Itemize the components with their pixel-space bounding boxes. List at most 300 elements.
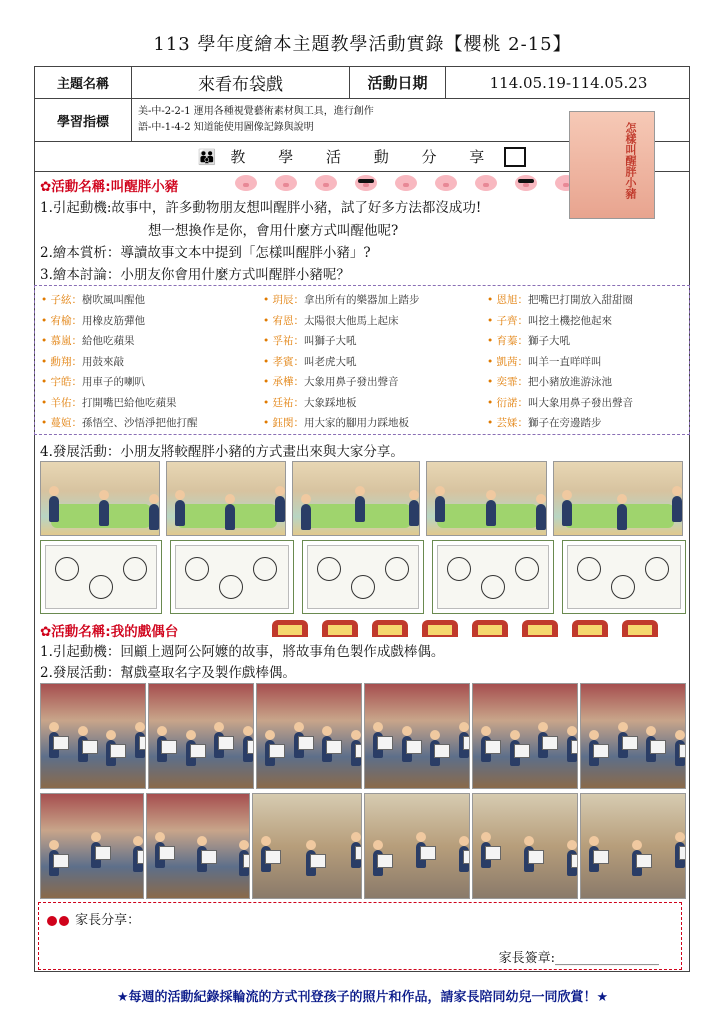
pig-icon bbox=[275, 175, 297, 191]
people-icon: 👪 bbox=[197, 147, 217, 166]
answer-text: 叫大象用鼻子發出聲音 bbox=[528, 396, 634, 409]
indicator-line: 語-中-1-4-2 知道能使用圖像記錄與說明 bbox=[138, 122, 314, 133]
sketch-figure bbox=[89, 575, 113, 599]
child-drawing bbox=[562, 540, 686, 614]
bullet-icon: • bbox=[487, 396, 497, 409]
section-title: 教 學 活 動 分 享 bbox=[230, 148, 499, 166]
child-figure bbox=[617, 504, 627, 530]
child-figure-head bbox=[589, 836, 599, 846]
answer-text: 叫羊一直咩咩叫 bbox=[528, 355, 602, 368]
sketch-figure bbox=[645, 557, 669, 581]
answer-child-name: 育蓁 bbox=[496, 335, 518, 347]
separator: ： bbox=[517, 417, 529, 429]
activity1-line4: 4.發展活動：小朋友將較醒胖小豬的方式畫出來與大家分享。 bbox=[40, 444, 404, 460]
frame-icon bbox=[504, 147, 526, 167]
bullet-icon: • bbox=[263, 294, 273, 306]
topic-value: 來看布袋戲 bbox=[131, 67, 349, 98]
puppet-card bbox=[53, 854, 69, 868]
child-figure-head bbox=[265, 730, 275, 740]
sketch-figure bbox=[447, 557, 471, 581]
answer-item bbox=[41, 313, 145, 328]
child-figure-head bbox=[459, 722, 469, 732]
child-figure-head bbox=[175, 490, 185, 500]
answer-item bbox=[41, 395, 177, 410]
bullet-icon: • bbox=[41, 396, 51, 409]
answer-child-name: 子絃 bbox=[50, 294, 72, 306]
bullet-icon: • bbox=[41, 294, 51, 306]
cherry-icon bbox=[59, 916, 69, 926]
answer-child-name: 奕霏 bbox=[496, 376, 518, 388]
bullet-icon: • bbox=[263, 335, 273, 347]
separator: ： bbox=[517, 355, 529, 368]
answer-text: 叫老虎大吼 bbox=[304, 355, 357, 368]
puppet-card bbox=[53, 736, 69, 750]
separator: ： bbox=[71, 335, 83, 347]
child-figure-head bbox=[275, 486, 285, 496]
answer-child-name: 廷祐 bbox=[272, 396, 294, 409]
puppet-making-photo bbox=[472, 793, 578, 899]
answer-item bbox=[263, 354, 357, 369]
bullet-icon: • bbox=[41, 417, 51, 429]
indicator-line: 美-中-2-2-1 運用各種視覺藝術素材與工具，進行創作 bbox=[138, 106, 374, 117]
child-figure-head bbox=[306, 840, 316, 850]
child-figure bbox=[486, 500, 496, 526]
activity1-line2: 2.繪本賞析：導讀故事文本中提到「怎樣叫醒胖小豬」? bbox=[40, 245, 371, 261]
separator: ： bbox=[71, 396, 83, 409]
indicators-label: 學習指標 bbox=[56, 114, 109, 130]
bullet-icon: • bbox=[487, 355, 497, 368]
child-figure-head bbox=[186, 730, 196, 740]
separator: ： bbox=[293, 314, 305, 327]
child-figure-head bbox=[402, 726, 412, 736]
child-figure bbox=[301, 504, 311, 530]
page-title: 113 學年度繪本主題教學活動實錄【櫻桃 2-15】 bbox=[153, 34, 572, 55]
puppet-card bbox=[622, 736, 638, 750]
separator: ： bbox=[71, 417, 83, 429]
puppet-card bbox=[159, 846, 175, 860]
bullet-icon: • bbox=[41, 355, 51, 368]
child-figure-head bbox=[416, 832, 426, 842]
puppet-card bbox=[190, 744, 206, 758]
puppet-card bbox=[485, 846, 501, 860]
answer-text: 獅子大吼 bbox=[528, 335, 571, 347]
answer-text: 給他吃蘋果 bbox=[82, 335, 135, 347]
child-figure-head bbox=[294, 722, 304, 732]
theater-icon bbox=[572, 620, 608, 637]
bullet-icon: • bbox=[41, 376, 51, 388]
puppet-card bbox=[110, 744, 126, 758]
separator: ： bbox=[293, 396, 305, 409]
bullet-icon: • bbox=[41, 314, 51, 327]
puppet-card bbox=[298, 736, 314, 750]
puppet-card bbox=[514, 744, 530, 758]
puppet-card bbox=[679, 744, 686, 758]
answer-text: 叫獅子大吼 bbox=[304, 335, 357, 347]
answer-item bbox=[263, 374, 399, 389]
separator: ： bbox=[293, 355, 305, 368]
child-figure-head bbox=[49, 722, 59, 732]
child-figure bbox=[175, 500, 185, 526]
theater-icon bbox=[522, 620, 558, 637]
child-figure bbox=[99, 500, 109, 526]
parent-share-label: 家長分享： bbox=[75, 913, 141, 928]
separator: ： bbox=[293, 417, 305, 429]
child-figure-head bbox=[675, 832, 685, 842]
puppet-card bbox=[355, 744, 362, 758]
child-drawing bbox=[432, 540, 554, 614]
answer-item bbox=[487, 395, 633, 410]
parent-share-box bbox=[38, 902, 682, 970]
puppet-card bbox=[593, 850, 609, 864]
separator: ： bbox=[293, 294, 305, 306]
separator: ： bbox=[517, 376, 529, 388]
sketch-figure bbox=[219, 575, 243, 599]
answer-child-name: 羊佑 bbox=[50, 396, 72, 409]
bullet-icon: • bbox=[263, 417, 273, 429]
puppet-card bbox=[95, 846, 111, 860]
answer-item bbox=[263, 292, 420, 307]
puppet-card bbox=[82, 740, 98, 754]
activity1-line1b: 想一想換作是你，會用什麼方式叫醒他呢? bbox=[148, 223, 399, 239]
puppet-making-photo bbox=[364, 793, 470, 899]
answer-item bbox=[487, 374, 612, 389]
puppet-show-photo bbox=[148, 683, 254, 789]
sketch-figure bbox=[317, 557, 341, 581]
sketch-figure bbox=[351, 575, 375, 599]
answer-text: 拿出所有的樂器加上踏步 bbox=[304, 294, 420, 306]
puppet-show-photo bbox=[256, 683, 362, 789]
answer-item bbox=[41, 374, 145, 389]
theater-icon bbox=[422, 620, 458, 637]
answer-text: 把小豬放進游泳池 bbox=[528, 376, 613, 388]
sketch-figure bbox=[515, 557, 539, 581]
child-figure bbox=[275, 496, 285, 522]
pig-sunglasses-icon bbox=[515, 175, 537, 191]
separator: ： bbox=[71, 355, 83, 368]
child-figure-head bbox=[49, 840, 59, 850]
puppet-card bbox=[463, 736, 470, 750]
puppet-card bbox=[406, 740, 422, 754]
child-figure-head bbox=[225, 494, 235, 504]
answer-text: 打開嘴巴給他吃蘋果 bbox=[82, 396, 177, 409]
puppet-card bbox=[542, 736, 558, 750]
child-figure-head bbox=[99, 490, 109, 500]
bullet-icon: • bbox=[41, 335, 51, 347]
answer-child-name: 勳翔 bbox=[50, 355, 72, 368]
header-row bbox=[35, 67, 689, 99]
puppet-card bbox=[326, 740, 342, 754]
answer-item bbox=[487, 313, 612, 328]
child-figure-head bbox=[301, 494, 311, 504]
puppet-show-photo bbox=[40, 683, 146, 789]
bullet-icon: • bbox=[487, 294, 497, 306]
answer-item bbox=[487, 292, 633, 307]
classroom-photo bbox=[292, 461, 420, 536]
sketch-figure bbox=[185, 557, 209, 581]
bullet-icon: • bbox=[487, 376, 497, 388]
answer-text: 用車子的喇叭 bbox=[82, 376, 146, 388]
answer-child-name: 鈺閔 bbox=[272, 417, 294, 429]
puppet-card bbox=[355, 846, 362, 860]
child-figure bbox=[536, 504, 546, 530]
puppet-card bbox=[139, 736, 146, 750]
child-figure-head bbox=[157, 726, 167, 736]
puppet-making-photo bbox=[40, 793, 144, 899]
date-value: 114.05.19-114.05.23 bbox=[445, 67, 691, 98]
answer-child-name: 宥恩 bbox=[272, 314, 294, 327]
child-figure-head bbox=[243, 726, 253, 736]
child-figure-head bbox=[481, 726, 491, 736]
child-drawing bbox=[170, 540, 294, 614]
answer-text: 孫悟空、沙悟淨把他打醒 bbox=[82, 417, 198, 429]
answer-child-name: 蔓媗 bbox=[50, 417, 72, 429]
answer-item bbox=[41, 415, 198, 430]
child-figure bbox=[49, 496, 59, 522]
theater-icon bbox=[472, 620, 508, 637]
sketch-figure bbox=[55, 557, 79, 581]
child-figure-head bbox=[567, 840, 577, 850]
puppet-card bbox=[137, 850, 144, 864]
answer-item bbox=[41, 333, 135, 348]
bullet-icon: • bbox=[263, 314, 273, 327]
child-figure-head bbox=[459, 836, 469, 846]
child-figure-head bbox=[91, 832, 101, 842]
child-figure-head bbox=[214, 722, 224, 732]
puppet-show-photo bbox=[580, 683, 686, 789]
bullet-icon: • bbox=[487, 335, 497, 347]
answer-text: 獅子在旁邊踏步 bbox=[528, 417, 602, 429]
puppet-card bbox=[463, 850, 470, 864]
pig-icon bbox=[395, 175, 417, 191]
child-figure bbox=[409, 500, 419, 526]
book-title: 怎樣叫醒胖小豬 bbox=[624, 122, 637, 199]
puppet-card bbox=[571, 740, 578, 754]
child-figure-head bbox=[672, 486, 682, 496]
activity2-name: ✿活動名稱:我的戲偶台 bbox=[40, 624, 179, 640]
pig-icon bbox=[475, 175, 497, 191]
bullet-icon: • bbox=[263, 376, 273, 388]
child-figure-head bbox=[510, 730, 520, 740]
child-figure-head bbox=[322, 726, 332, 736]
child-figure-head bbox=[646, 726, 656, 736]
child-figure-head bbox=[486, 490, 496, 500]
answer-child-name: 承樺 bbox=[272, 376, 294, 388]
separator: ： bbox=[293, 335, 305, 347]
answer-child-name: 玥辰 bbox=[272, 294, 294, 306]
child-figure bbox=[225, 504, 235, 530]
activity1-line3: 3.繪本討論：小朋友你會用什麼方式叫醒胖小豬呢？ bbox=[40, 267, 350, 283]
answer-child-name: 孝賓 bbox=[272, 355, 294, 368]
child-figure-head bbox=[409, 490, 419, 500]
child-figure-head bbox=[538, 722, 548, 732]
parent-sign-field[interactable]: 家長簽章:________________ bbox=[498, 951, 659, 966]
child-figure-head bbox=[239, 840, 249, 850]
child-figure-head bbox=[562, 490, 572, 500]
puppet-card bbox=[269, 744, 285, 758]
puppet-making-photo bbox=[146, 793, 250, 899]
answer-text: 樹吹風叫醒他 bbox=[82, 294, 146, 306]
separator: ： bbox=[517, 294, 529, 306]
topic-label: 主題名稱 bbox=[56, 77, 109, 92]
sketch-figure bbox=[123, 557, 147, 581]
theater-row bbox=[265, 620, 665, 637]
answer-item bbox=[263, 313, 399, 328]
child-figure-head bbox=[261, 836, 271, 846]
answer-child-name: 宥榆 bbox=[50, 314, 72, 327]
answer-child-name: 恩旭 bbox=[496, 294, 518, 306]
classroom-photo bbox=[553, 461, 683, 536]
child-figure-head bbox=[106, 730, 116, 740]
child-drawing bbox=[40, 540, 162, 614]
puppet-card bbox=[593, 744, 609, 758]
answer-text: 大象用鼻子發出聲音 bbox=[304, 376, 399, 388]
child-figure-head bbox=[435, 486, 445, 496]
child-figure-head bbox=[355, 486, 365, 496]
puppet-card bbox=[636, 854, 652, 868]
child-figure bbox=[435, 496, 445, 522]
puppet-card bbox=[218, 736, 234, 750]
answer-item bbox=[487, 415, 602, 430]
answer-child-name: 慕嵐 bbox=[50, 335, 72, 347]
footer-note: ★每週的活動紀錄採輪流的方式刊登孩子的照片和作品，請家長陪同幼兒一同欣賞！★ bbox=[116, 990, 609, 1005]
answer-item bbox=[263, 333, 357, 348]
puppet-card bbox=[243, 854, 250, 868]
child-figure-head bbox=[430, 730, 440, 740]
pig-sunglasses-icon bbox=[355, 175, 377, 191]
activity1-name: ✿活動名稱:叫醒胖小豬 bbox=[40, 179, 179, 195]
puppet-card bbox=[571, 854, 578, 868]
child-figure-head bbox=[49, 486, 59, 496]
theater-icon bbox=[322, 620, 358, 637]
answer-item bbox=[263, 395, 357, 410]
answer-child-name: 芸媃 bbox=[496, 417, 518, 429]
child-figure bbox=[672, 496, 682, 522]
child-figure-head bbox=[78, 726, 88, 736]
answer-item bbox=[41, 354, 124, 369]
classroom-photo bbox=[40, 461, 160, 536]
answer-text: 叫挖土機挖他起來 bbox=[528, 314, 613, 327]
puppet-card bbox=[377, 736, 393, 750]
child-figure-head bbox=[373, 722, 383, 732]
separator: ： bbox=[517, 335, 529, 347]
child-figure bbox=[355, 496, 365, 522]
cherry-icon bbox=[47, 916, 57, 926]
puppet-card bbox=[485, 740, 501, 754]
picture-book-cover bbox=[569, 111, 655, 219]
activity1-line1: 1.引起動機:故事中，許多動物朋友想叫醒胖小豬，試了好多方法都沒成功! bbox=[40, 200, 482, 216]
child-figure-head bbox=[481, 832, 491, 842]
child-figure-head bbox=[135, 722, 145, 732]
puppet-card bbox=[650, 740, 666, 754]
sketch-figure bbox=[577, 557, 601, 581]
puppet-card bbox=[528, 850, 544, 864]
puppet-card bbox=[265, 850, 281, 864]
separator: ： bbox=[517, 396, 529, 409]
answer-item bbox=[263, 415, 409, 430]
answer-child-name: 宇皓 bbox=[50, 376, 72, 388]
answer-child-name: 衍諾 bbox=[496, 396, 518, 409]
child-figure-head bbox=[675, 730, 685, 740]
answer-child-name: 凱茜 bbox=[496, 355, 518, 368]
pig-icon bbox=[235, 175, 257, 191]
child-figure bbox=[149, 504, 159, 530]
puppet-card bbox=[420, 846, 436, 860]
puppet-show-photo bbox=[364, 683, 470, 789]
activity2-line2: 2.發展活動：幫戲臺取名字及製作戲棒偶。 bbox=[40, 665, 296, 681]
answer-item bbox=[487, 354, 602, 369]
child-figure-head bbox=[197, 836, 207, 846]
theater-icon bbox=[272, 620, 308, 637]
sketch-figure bbox=[611, 575, 635, 599]
child-figure bbox=[562, 500, 572, 526]
theater-icon bbox=[622, 620, 658, 637]
parent-share bbox=[47, 909, 140, 928]
separator: ： bbox=[71, 376, 83, 388]
child-figure-head bbox=[617, 494, 627, 504]
child-figure-head bbox=[155, 832, 165, 842]
separator: ： bbox=[517, 314, 529, 327]
separator: ： bbox=[71, 294, 83, 306]
pig-icon bbox=[435, 175, 457, 191]
answer-text: 用大家的腳用力踩地板 bbox=[304, 417, 410, 429]
puppet-card bbox=[679, 846, 686, 860]
child-figure-head bbox=[618, 722, 628, 732]
child-figure-head bbox=[567, 726, 577, 736]
classroom-photo bbox=[166, 461, 286, 536]
answer-text: 太陽很大他馬上起床 bbox=[304, 314, 399, 327]
classroom-photo bbox=[426, 461, 547, 536]
sketch-figure bbox=[385, 557, 409, 581]
sketch-figure bbox=[253, 557, 277, 581]
separator: ： bbox=[71, 314, 83, 327]
puppet-card bbox=[310, 854, 326, 868]
date-label: 活動日期 bbox=[349, 67, 445, 98]
puppet-card bbox=[161, 740, 177, 754]
puppet-show-photo bbox=[472, 683, 578, 789]
child-figure-head bbox=[589, 730, 599, 740]
answer-text: 用橡皮筋彈他 bbox=[82, 314, 146, 327]
bullet-icon: • bbox=[263, 396, 273, 409]
puppet-card bbox=[434, 744, 450, 758]
child-figure-head bbox=[632, 840, 642, 850]
bullet-icon: • bbox=[487, 314, 497, 327]
answers-box bbox=[34, 285, 690, 435]
answer-text: 把嘴巴打開放入甜甜圈 bbox=[528, 294, 634, 306]
bullet-icon: • bbox=[487, 417, 497, 429]
answer-text: 大象踩地板 bbox=[304, 396, 357, 409]
child-figure-head bbox=[524, 836, 534, 846]
theater-icon bbox=[372, 620, 408, 637]
activity2-line1: 1.引起動機：回顧上週阿公阿嬤的故事，將故事角色製作成戲棒偶。 bbox=[40, 644, 445, 660]
pig-row bbox=[226, 174, 586, 191]
puppet-card bbox=[247, 740, 254, 754]
answer-item bbox=[487, 333, 570, 348]
answer-item bbox=[41, 292, 145, 307]
child-figure-head bbox=[351, 832, 361, 842]
child-figure-head bbox=[149, 494, 159, 504]
answer-text: 用鼓來敲 bbox=[82, 355, 125, 368]
child-figure-head bbox=[373, 840, 383, 850]
bullet-icon: • bbox=[263, 355, 273, 368]
puppet-card bbox=[377, 854, 393, 868]
child-figure-head bbox=[536, 494, 546, 504]
answer-child-name: 孚祐 bbox=[272, 335, 294, 347]
child-drawing bbox=[302, 540, 424, 614]
child-figure-head bbox=[133, 836, 143, 846]
puppet-making-photo bbox=[580, 793, 686, 899]
child-figure-head bbox=[351, 730, 361, 740]
answer-child-name: 子齊 bbox=[496, 314, 518, 327]
